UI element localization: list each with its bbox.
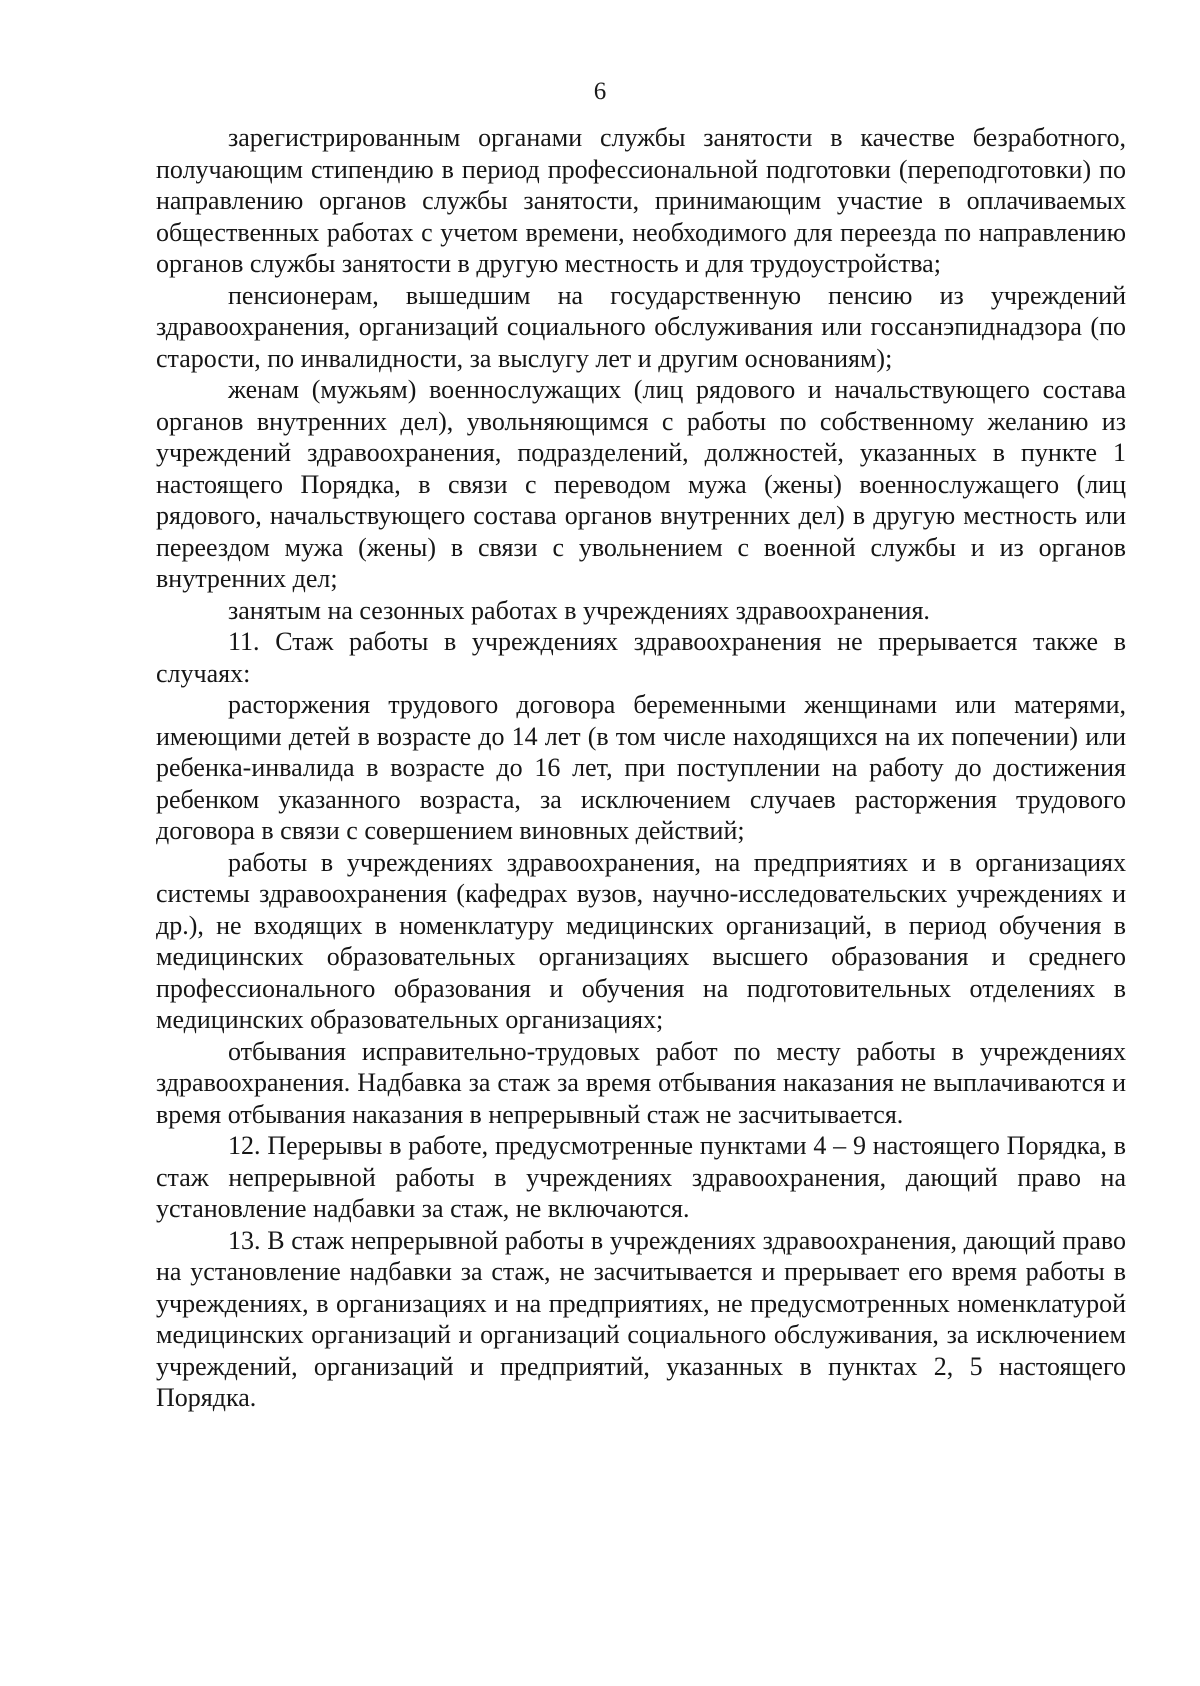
paragraph-military-spouses: женам (мужьям) военнослужащих (лиц рядового и начальствующего состава органов внутренних дел), увольняющимся с работы по собственному желанию из учреждений здравоохранения, подразделений, должностей, указанных в пункте 1 настоящего Порядка, в связи с переводом мужа (жены) военнослужащего (лиц рядового, начальствующего состава органов внутренних дел) в другую местность или переездом мужа (жены) в связи с увольнением с военной службы и из органов внутренних дел; xyxy=(156,375,1126,593)
paragraph-work-during-study: работы в учреждениях здравоохранения, на предприятиях и в организациях системы здравоохранения (кафедрах вузов, научно-исследовательских учреждениях и др.), не входящих в номенклатуру медицинских организаций, в период обучения в медицинских образовательных организациях высшего образования и среднего профессионального образования и обучения на подготовительных отделениях в медицинских образовательных организациях; xyxy=(156,847,1126,1034)
paragraph-seasonal-workers: занятым на сезонных работах в учреждениях здравоохранения. xyxy=(228,595,930,625)
paragraph-clause-11: 11. Стаж работы в учреждениях здравоохранения не прерывается также в случаях: xyxy=(156,627,1126,688)
paragraph-clause-13: 13. В стаж непрерывной работы в учреждениях здравоохранения, дающий право на установление надбавки за стаж, не засчитывается и прерывает его время работы в учреждениях, в организациях и на предприятиях, не предусмотренных номенклатурой медицинских организаций и организаций социального обслуживания, за исключением учреждений, организаций и предприятий, указанных в пунктах 2, 5 настоящего Порядка. xyxy=(156,1225,1126,1412)
paragraph-correctional-labor: отбывания исправительно-трудовых работ по месту работы в учреждениях здравоохранения. Надбавка за стаж за время отбывания наказания не выплачиваются и время отбывания наказания в непрерывный стаж не засчитывается. xyxy=(156,1036,1126,1129)
paragraph-clause-12: 12. Перерывы в работе, предусмотренные пунктами 4 – 9 настоящего Порядка, в стаж непрерывной работы в учреждениях здравоохранения, дающий право на установление надбавки за стаж, не включаются. xyxy=(156,1131,1126,1223)
document-body xyxy=(156,122,1126,1414)
paragraph-registered-unemployed: зарегистрированным органами службы занятости в качестве безработного, получающим стипендию в период профессиональной подготовки (переподготовки) по направлению органов службы занятости, принимающим участие в оплачиваемых общественных работах с учетом времени, необходимого для переезда по направлению органов службы занятости в другую местность и для трудоустройства; xyxy=(156,123,1126,278)
paragraph-contract-termination: расторжения трудового договора беременными женщинами или матерями, имеющими детей в возрасте до 14 лет (в том числе находящихся на их попечении) или ребенка-инвалида в возрасте до 16 лет, при поступлении на работу до достижения ребенком указанного возраста, за исключением случаев расторжения трудового договора в связи с совершением виновных действий; xyxy=(156,690,1126,845)
paragraph-pensioners: пенсионерам, вышедшим на государственную пенсию из учреждений здравоохранения, организаций социального обслуживания или госсанэпиднадзора (по старости, по инвалидности, за выслугу лет и другим основаниям); xyxy=(156,280,1126,373)
page-number: 6 xyxy=(593,78,607,105)
